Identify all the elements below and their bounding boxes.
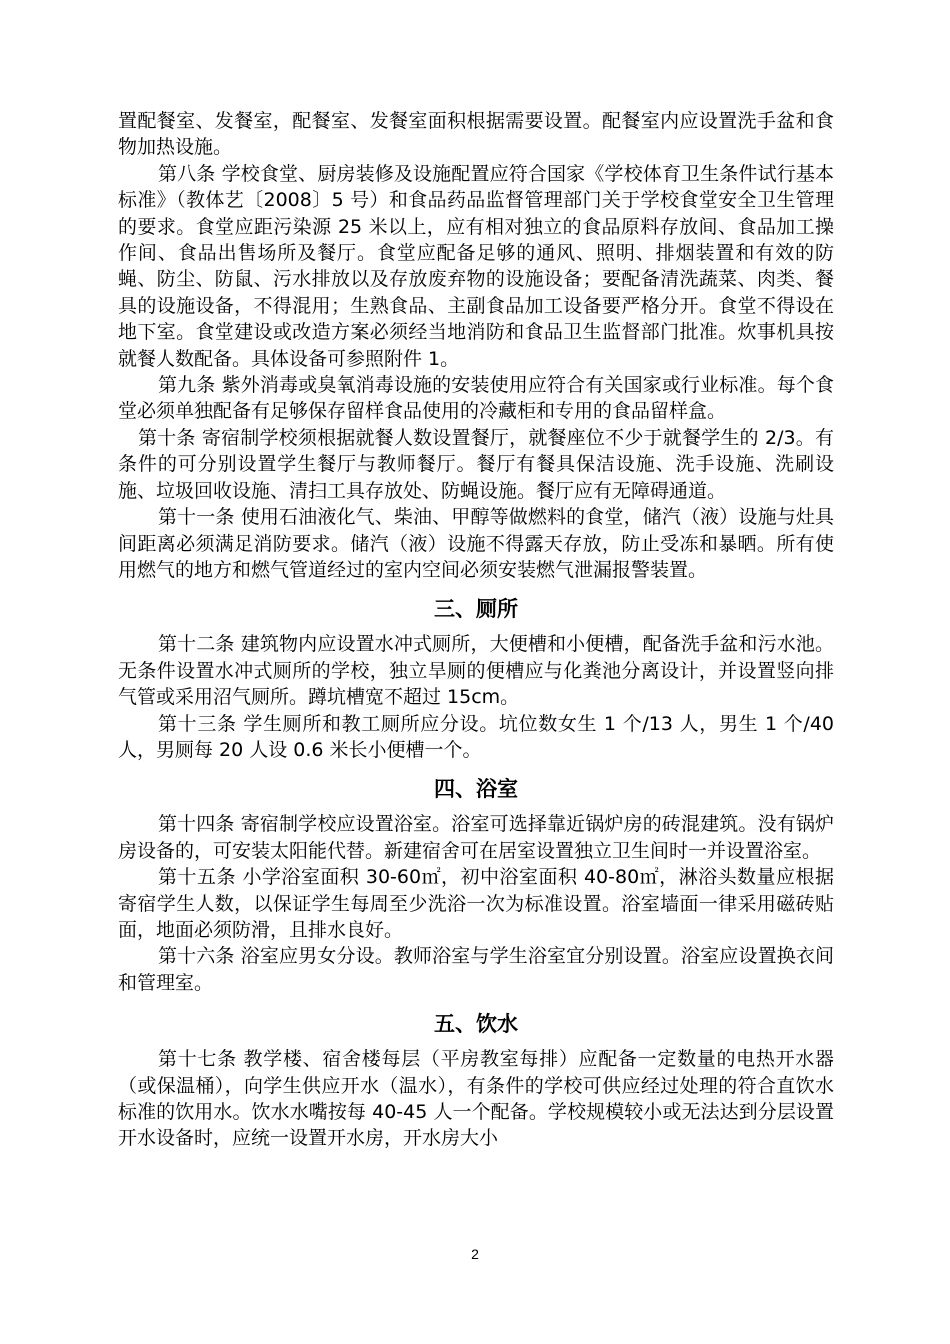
paragraph-article-15: 第十五条 小学浴室面积 30-60㎡，初中浴室面积 40-80㎡，淋浴头数量应根据寄宿学生人数，以保证学生每周至少洗浴一次为标准设置。浴室墙面一律采用磁砖贴面，地面必须防滑，且排水良好。 (118, 866, 834, 941)
paragraph-continuation: 置配餐室、发餐室，配餐室、发餐室面积根据需要设置。配餐室内应设置洗手盆和食物加热设施。 (118, 110, 834, 159)
paragraph-article-12: 第十二条 建筑物内应设置水冲式厕所，大便槽和小便槽，配备洗手盆和污水池。无条件设置水冲式厕所的学校，独立旱厕的便槽应与化粪池分离设计，并设置竖向排气管或采用沼气厕所。蹲坑槽宽不超过 15cm。 (118, 633, 834, 709)
paragraph-article-17: 第十七条 教学楼、宿舍楼每层（平房教室每排）应配备一定数量的电热开水器（或保温桶），向学生供应开水（温水），有条件的学校可供应经过处理的符合直饮水标准的饮用水。饮水水嘴按每 40-45 人一个配备。学校规模较小或无法达到分层设置开水设备时，应统一设置开水房，开水房大小 (118, 1048, 834, 1150)
paragraph-article-16: 第十六条 浴室应男女分设。教师浴室与学生浴室宜分别设置。浴室应设置换衣间和管理室。 (118, 945, 834, 994)
section-heading-toilet: 三、厕所 (434, 597, 518, 622)
section-heading-drinking-water: 五、饮水 (434, 1012, 518, 1037)
paragraph-article-8: 第八条 学校食堂、厨房装修及设施配置应符合国家《学校体育卫生条件试行基本标准》（教体艺〔2008〕5 号）和食品药品监督管理部门关于学校食堂安全卫生管理的要求。食堂应距污染源 25 米以上，应有相对独立的食品原料存放间、食品加工操作间、食品出售场所及餐厅。食堂应配备足够的通风、照明、排烟装置和有效的防蝇、防尘、防鼠、污水排放以及存放废弃物的设施设备；要配备清洗蔬菜、肉类、餐具的设施设备，不得混用；生熟食品、主副食品加工设备要严格分开。食堂不得设在地下室。食堂建设或改造方案必须经当地消防和食品卫生监督部门批准。炊事机具按就餐人数配备。具体设备可参照附件 1。 (118, 162, 834, 370)
paragraph-article-13: 第十三条 学生厕所和教工厕所应分设。坑位数女生 1 个/13 人，男生 1 个/40 人，男厕每 20 人设 0.6 米长小便槽一个。 (118, 712, 834, 761)
paragraph-article-11: 第十一条 使用石油液化气、柴油、甲醇等做燃料的食堂，储汽（液）设施与灶具间距离必须满足消防要求。储汽（液）设施不得露天存放，防止受冻和暴晒。所有使用燃气的地方和燃气管道经过的室内空间必须安装燃气泄漏报警装置。 (118, 506, 834, 581)
paragraph-article-14: 第十四条 寄宿制学校应设置浴室。浴室可选择靠近锅炉房的砖混建筑。没有锅炉房设备的，可安装太阳能代替。新建宿舍可在居室设置独立卫生间时一并设置浴室。 (118, 813, 834, 862)
page-number: 2 (471, 1246, 479, 1262)
section-heading-bathroom: 四、浴室 (434, 777, 518, 802)
paragraph-article-9: 第九条 紫外消毒或臭氧消毒设施的安装使用应符合有关国家或行业标准。每个食堂必须单独配备有足够保存留样食品使用的冷藏柜和专用的食品留样盒。 (118, 374, 834, 423)
paragraph-article-10: 第十条 寄宿制学校须根据就餐人数设置餐厅，就餐座位不少于就餐学生的 2/3。有条件的可分别设置学生餐厅与教师餐厅。餐厅有餐具保洁设施、洗手设施、洗刷设施、垃圾回收设施、清扫工具存放处、防蝇设施。餐厅应有无障碍通道。 (118, 426, 834, 502)
document-page (118, 108, 834, 1152)
